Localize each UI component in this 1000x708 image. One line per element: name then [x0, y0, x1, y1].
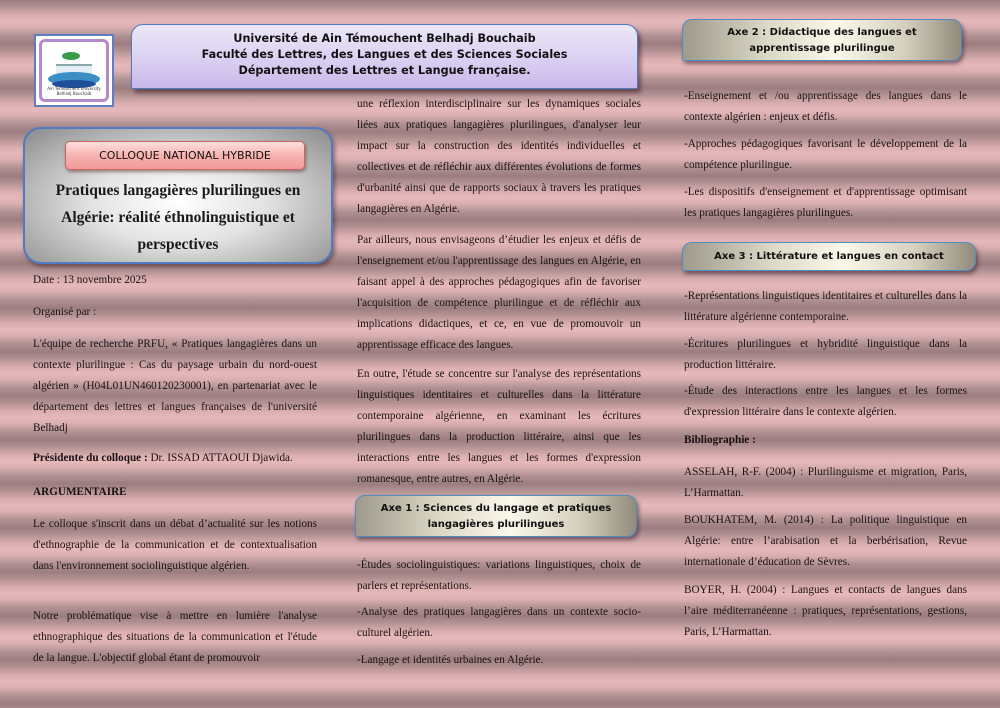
axe-2-item: -Enseignement et /ou apprentissage des langues dans le contexte algérien : enjeux et défis. — [684, 90, 967, 123]
bibliography-entry: BOYER, H. (2004) : Langues et contacts de langues dans l’aire méditerranéenne : pratiques, représentations, gestions, Paris, L’Harmattan. — [684, 584, 967, 638]
argumentaire-paragraph-2: Notre problématique vise à mettre en lumière l'analyse ethnographique des situations de la communication et l'étude de la langue. L'objectif global étant de promouvoir — [33, 610, 317, 664]
organised-by-label: Organisé par : — [33, 306, 97, 318]
colloquium-title-box — [23, 127, 333, 264]
argumentaire-paragraph-1: Le colloque s'inscrit dans un débat d’actualité sur les notions d'ethnographie de la communication et de contextualisation dans l'environnement sociolinguistique algérien. — [33, 518, 317, 572]
axe-1-title-box — [355, 495, 637, 537]
header-faculty: Faculté des Lettres, des Langues et des Sciences Sociales — [201, 48, 568, 61]
logo-caption: Ain Temouchent University Belhadj Bouchaib — [47, 86, 101, 96]
university-header — [131, 24, 638, 89]
argumentaire-paragraph-4: Par ailleurs, nous envisageons d’étudier les enjeux et défis de l'enseignement et/ou l'apprentissage des langues en Algérie, en faisant appel à des approches pédagogiques afin de favoriser l'acquisition de compétence plurilingue et de réfléchir aux implications didactiques, et ce, en vue de promouvoir un apprentissage efficace des langues. — [357, 234, 641, 351]
axe-2-item: -Les dispositifs d'enseignement et d'apprentissage optimisant les pratiques langagières plurilingues. — [684, 186, 967, 219]
bibliography-entry: ASSELAH, R-F. (2004) : Plurilinguisme et migration, Paris, L’Harmattan. — [684, 466, 967, 499]
axe-2-item: -Approches pédagogiques favorisant le développement de la compétence plurilingue. — [684, 138, 967, 171]
axe-2-title-box — [682, 19, 962, 61]
axe-3-title: Axe 3 : Littérature et langues en contact — [714, 251, 944, 262]
colloquium-badge: COLLOQUE NATIONAL HYBRIDE — [65, 141, 305, 170]
argumentaire-heading: ARGUMENTAIRE — [33, 486, 127, 498]
axe-3-title-box — [682, 242, 976, 271]
header-department: Département des Lettres et Langue française. — [238, 64, 531, 77]
bibliography-heading: Bibliographie : — [684, 434, 756, 446]
axe-1-item: -Analyse des pratiques langagières dans un contexte socio-culturel algérien. — [357, 606, 641, 639]
argumentaire-paragraph-3: une réflexion interdisciplinaire sur les dynamiques sociales liées aux pratiques langagières plurilingues, d'analyser leur impact sur la construction des identités individuelles et collectives et de réfléchir aux différentes évolutions de formes d'urbanité ainsi que de rapports sociaux à travers les pratiques langagières en Algérie. — [357, 98, 641, 215]
axe-2-title: Axe 2 : Didactique des langues et apprentissage plurilingue — [727, 27, 917, 54]
research-team-text: L'équipe de recherche PRFU, « Pratiques langagières dans un contexte plurilingue : Cas du paysage urbain du nord-ouest algérien » (H04L01UN460120230001), en partenariat avec le département des lettres et langues françaises de l'université Belhadj — [33, 338, 317, 434]
president-line — [33, 448, 317, 469]
argumentaire-paragraph-5: En outre, l'étude se concentre sur l'analyse des représentations linguistiques identitaires et culturelles dans la littérature contemporaine algérienne, en examinant les écritures plurilingues dans la production littéraire, ainsi que les interactions entre les langues et les formes d'expression romanesque, entre autres, en Algérie. — [357, 368, 641, 485]
axe-1-item: -Langage et identités urbaines en Algérie. — [357, 654, 544, 666]
event-date: Date : 13 novembre 2025 — [33, 274, 147, 286]
header-university: Université de Ain Témouchent Belhadj Bouchaib — [233, 32, 536, 45]
axe-3-item: -Écritures plurilingues et hybridité linguistique dans la production littéraire. — [684, 338, 967, 371]
bibliography-entry: BOUKHATEM, M. (2014) : La politique linguistique en Algérie: entre l’arabisation et la berbérisation, Revue internationale d’éducation de Sèvres. — [684, 514, 967, 568]
logo-emblem-icon — [39, 39, 109, 102]
president-name: Dr. ISSAD ATTAOUI Djawida. — [147, 452, 293, 464]
president-label: Présidente du colloque : — [33, 452, 148, 464]
university-logo — [34, 34, 114, 107]
axe-3-item: -Représentations linguistiques identitaires et culturelles dans la littérature algérienne contemporaine. — [684, 290, 967, 323]
axe-3-item: -Étude des interactions entre les langues et les formes d'expression littéraire dans le contexte algérien. — [684, 385, 967, 418]
axe-1-item: -Études sociolinguistiques: variations linguistiques, choix de parlers et représentations. — [357, 559, 641, 592]
logo-leaf-icon — [62, 52, 80, 60]
colloquium-title: Pratiques langagières plurilingues en Algérie: réalité éthnolinguistique et perspectives — [55, 182, 301, 253]
axe-1-title: Axe 1 : Sciences du langage et pratiques langagières plurilingues — [380, 503, 612, 530]
